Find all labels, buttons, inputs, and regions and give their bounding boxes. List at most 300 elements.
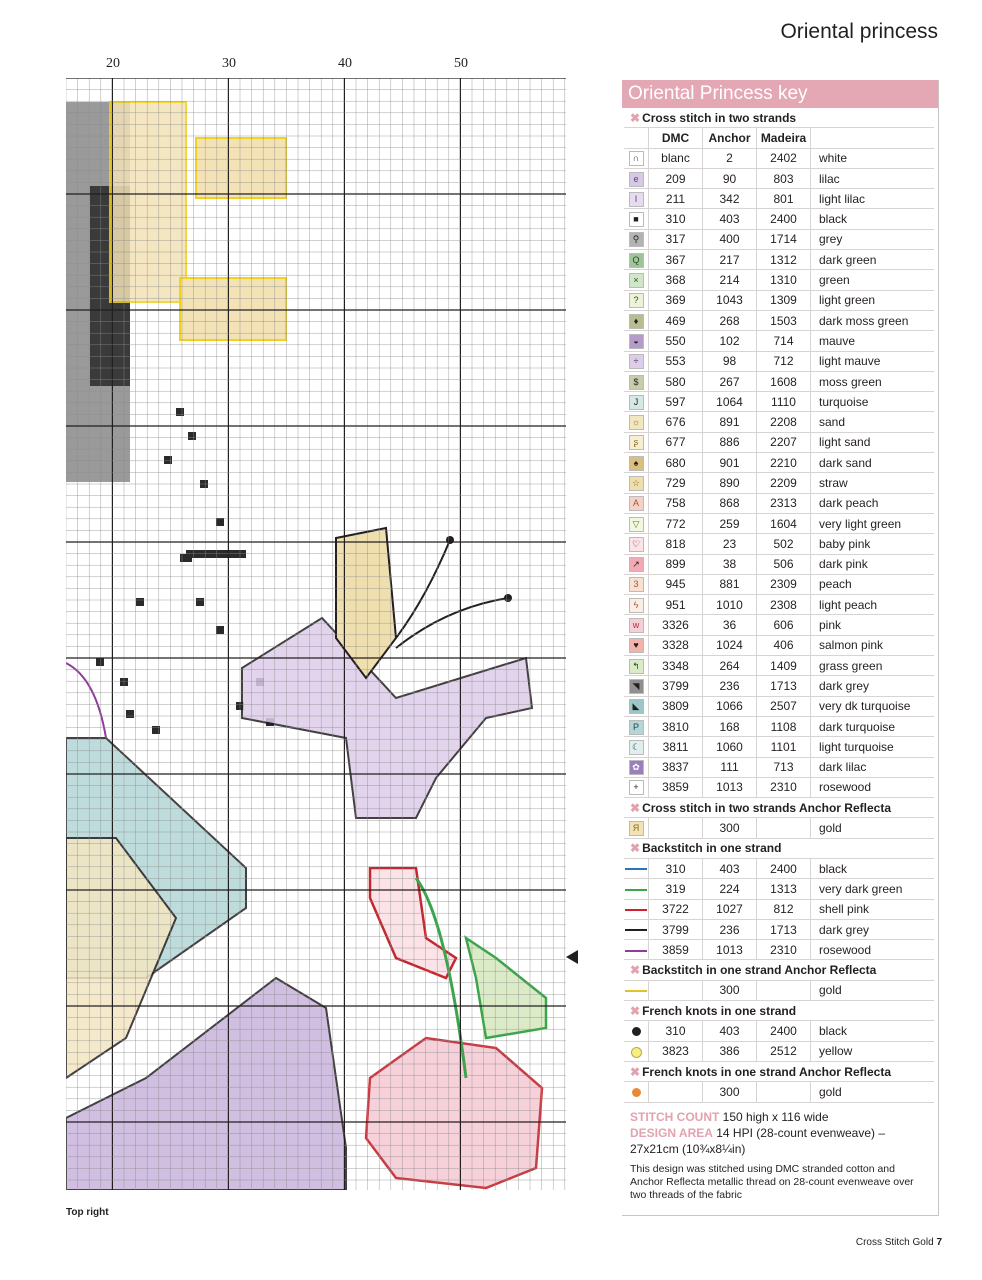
design-area-label: DESIGN AREA: [630, 1125, 713, 1140]
dmc-code: 319: [649, 879, 703, 899]
stitch-symbol-icon: 3: [629, 577, 644, 592]
colour-name: lilac: [811, 168, 935, 188]
stitch-symbol-icon: ↗: [629, 557, 644, 572]
key-row: [624, 1082, 934, 1102]
key-row: [624, 1041, 934, 1061]
key-row: [624, 858, 934, 878]
key-row: [624, 919, 934, 939]
stitch-symbol-icon: +: [629, 780, 644, 795]
key-row: [624, 899, 934, 919]
key-row: [624, 473, 934, 493]
colour-name: very dark green: [811, 879, 935, 899]
madeira-code: 2402: [757, 148, 811, 168]
colour-name: pink: [811, 615, 935, 635]
stitch-symbol-icon: ◥: [629, 679, 644, 694]
stitch-count: [630, 1109, 930, 1157]
stitch-symbol-icon: ϟ: [629, 598, 644, 613]
colour-name: gold: [811, 980, 935, 1000]
madeira-code: 1503: [757, 310, 811, 330]
axis-label-50: 50: [454, 56, 468, 71]
gold-motif: [180, 278, 286, 340]
dmc-code: 3859: [649, 777, 703, 797]
chart-motifs: [66, 102, 546, 1190]
colour-name: sand: [811, 412, 935, 432]
anchor-code: 224: [703, 879, 757, 899]
dmc-code: 3859: [649, 940, 703, 960]
anchor-code: 168: [703, 716, 757, 736]
anchor-code: 259: [703, 513, 757, 533]
x-mark-icon: ✖: [630, 110, 641, 125]
madeira-code: 1110: [757, 392, 811, 412]
key-row: [624, 757, 934, 777]
colour-name: peach: [811, 574, 935, 594]
colour-name: dark grey: [811, 919, 935, 939]
stitch-symbol-icon: P: [629, 720, 644, 735]
x-mark-icon: ✖: [630, 1003, 641, 1018]
key-row: [624, 554, 934, 574]
key-row: [624, 270, 934, 290]
madeira-code: 801: [757, 189, 811, 209]
colour-name: turquoise: [811, 392, 935, 412]
madeira-code: 1713: [757, 919, 811, 939]
anchor-code: 111: [703, 757, 757, 777]
stitch-symbol-icon: Я: [629, 821, 644, 836]
stitch-symbol-icon: w: [629, 618, 644, 633]
french-knot-icon: [632, 1027, 641, 1036]
colour-name: grey: [811, 229, 935, 249]
dmc-code: 951: [649, 595, 703, 615]
anchor-code: 1066: [703, 696, 757, 716]
colour-name: baby pink: [811, 534, 935, 554]
anchor-code: 403: [703, 1021, 757, 1041]
madeira-code: 2209: [757, 473, 811, 493]
dmc-code: 3809: [649, 696, 703, 716]
key-row: [624, 879, 934, 899]
colour-name: rosewood: [811, 940, 935, 960]
section-heading-text: Backstitch in one strand Anchor Reflecta: [642, 963, 877, 978]
key-row: [624, 574, 934, 594]
key-row: [624, 148, 934, 168]
madeira-code: 1313: [757, 879, 811, 899]
anchor-code: 1027: [703, 899, 757, 919]
french-knot-icon: [632, 1088, 641, 1097]
colour-name: moss green: [811, 371, 935, 391]
madeira-code: 2310: [757, 777, 811, 797]
section-heading-text: French knots in one strand Anchor Reflecta: [642, 1064, 891, 1079]
x-mark-icon: ✖: [630, 1064, 641, 1079]
anchor-code: 1060: [703, 737, 757, 757]
backstitch-line-icon: [625, 950, 647, 952]
anchor-code: 342: [703, 189, 757, 209]
colour-name: dark pink: [811, 554, 935, 574]
stitch-symbol-icon: Q: [629, 253, 644, 268]
stitch-symbol-icon: ✿: [629, 760, 644, 775]
madeira-code: 2400: [757, 1021, 811, 1041]
chart-axis-labels: [0, 56, 600, 76]
anchor-code: 98: [703, 351, 757, 371]
anchor-code: 23: [703, 534, 757, 554]
colour-name: shell pink: [811, 899, 935, 919]
dmc-code: 310: [649, 858, 703, 878]
madeira-code: 502: [757, 534, 811, 554]
dmc-code: 3811: [649, 737, 703, 757]
key-row: [624, 737, 934, 757]
colour-name: black: [811, 858, 935, 878]
colour-name: light turquoise: [811, 737, 935, 757]
key-row: [624, 534, 934, 554]
key-row: [624, 595, 934, 615]
anchor-code: 386: [703, 1041, 757, 1061]
x-mark-icon: ✖: [630, 841, 641, 856]
key-row: [624, 676, 934, 696]
key-section-heading: [624, 960, 934, 980]
dmc-code: 597: [649, 392, 703, 412]
madeira-code: 2400: [757, 858, 811, 878]
anchor-code: 403: [703, 858, 757, 878]
madeira-code: 1310: [757, 270, 811, 290]
anchor-code: 268: [703, 310, 757, 330]
madeira-code: 1309: [757, 290, 811, 310]
colour-name: salmon pink: [811, 635, 935, 655]
madeira-code: 2210: [757, 453, 811, 473]
anchor-code: 217: [703, 250, 757, 270]
anchor-code: 236: [703, 919, 757, 939]
anchor-code: 1043: [703, 290, 757, 310]
colour-name: dark lilac: [811, 757, 935, 777]
madeira-code: 1713: [757, 676, 811, 696]
stitch-symbol-icon: ☾: [629, 740, 644, 755]
anchor-code: 102: [703, 331, 757, 351]
dmc-code: [649, 1082, 703, 1102]
colour-name: light mauve: [811, 351, 935, 371]
key-row: [624, 635, 934, 655]
madeira-code: [757, 980, 811, 1000]
backstitch-line-icon: [625, 909, 647, 911]
key-table: [624, 108, 934, 1103]
chart-grid: [66, 78, 566, 1190]
key-row: [624, 331, 934, 351]
dmc-code: 676: [649, 412, 703, 432]
colour-name: very light green: [811, 513, 935, 533]
dmc-code: 368: [649, 270, 703, 290]
madeira-code: 712: [757, 351, 811, 371]
centre-arrow-icon: [566, 950, 578, 964]
stitch-symbol-icon: ♥: [629, 638, 644, 653]
column-header: Anchor: [703, 128, 757, 148]
madeira-code: 2308: [757, 595, 811, 615]
anchor-code: 901: [703, 453, 757, 473]
madeira-code: 406: [757, 635, 811, 655]
colour-name: dark green: [811, 250, 935, 270]
colour-name: mauve: [811, 331, 935, 351]
stitch-symbol-icon: ♦: [629, 314, 644, 329]
stitch-symbol-icon: ÷: [629, 354, 644, 369]
stitch-symbol-icon: ♡: [629, 537, 644, 552]
colour-name: dark peach: [811, 493, 935, 513]
key-title: Oriental Princess key: [622, 80, 938, 108]
madeira-code: 2309: [757, 574, 811, 594]
colour-name: grass green: [811, 656, 935, 676]
dmc-code: 680: [649, 453, 703, 473]
anchor-code: 236: [703, 676, 757, 696]
key-row: [624, 392, 934, 412]
madeira-code: 2507: [757, 696, 811, 716]
stitch-count-label: STITCH COUNT: [630, 1109, 720, 1124]
colour-name: dark sand: [811, 453, 935, 473]
key-section-heading: [624, 1001, 934, 1021]
dmc-code: [649, 980, 703, 1000]
footer-page-number: 7: [936, 1237, 942, 1248]
madeira-code: 2310: [757, 940, 811, 960]
dmc-code: 3837: [649, 757, 703, 777]
dmc-code: 553: [649, 351, 703, 371]
colour-name: black: [811, 1021, 935, 1041]
stitch-symbol-icon: ☼: [629, 415, 644, 430]
madeira-code: 1608: [757, 371, 811, 391]
section-heading-text: Cross stitch in two strands: [642, 110, 797, 125]
anchor-code: 890: [703, 473, 757, 493]
anchor-code: 1013: [703, 940, 757, 960]
backstitch-line-icon: [625, 990, 647, 992]
key-row: [624, 168, 934, 188]
axis-label-20: 20: [106, 56, 120, 71]
leaf-motif: [466, 938, 546, 1038]
stitch-symbol-icon: J: [629, 395, 644, 410]
anchor-code: 267: [703, 371, 757, 391]
dmc-code: 772: [649, 513, 703, 533]
stitch-symbol-icon: I: [629, 192, 644, 207]
anchor-code: 300: [703, 1082, 757, 1102]
madeira-code: 1101: [757, 737, 811, 757]
madeira-code: 812: [757, 899, 811, 919]
colour-name: dark turquoise: [811, 716, 935, 736]
key-row: [624, 290, 934, 310]
anchor-code: 1013: [703, 777, 757, 797]
madeira-code: 714: [757, 331, 811, 351]
madeira-code: 803: [757, 168, 811, 188]
colour-name: dark grey: [811, 676, 935, 696]
anchor-code: 881: [703, 574, 757, 594]
madeira-code: 713: [757, 757, 811, 777]
column-header: DMC: [649, 128, 703, 148]
anchor-code: 300: [703, 818, 757, 838]
key-row: [624, 351, 934, 371]
dmc-code: 310: [649, 209, 703, 229]
stitch-symbol-icon: ♠: [629, 456, 644, 471]
key-row: [624, 696, 934, 716]
key-row: [624, 493, 934, 513]
key-row: [624, 656, 934, 676]
section-heading-text: French knots in one strand: [642, 1003, 797, 1018]
anchor-code: 2: [703, 148, 757, 168]
stitch-symbol-icon: ʂ: [629, 435, 644, 450]
key-row: [624, 818, 934, 838]
dmc-code: [649, 818, 703, 838]
colour-name: gold: [811, 1082, 935, 1102]
key-row: [624, 371, 934, 391]
key-row: [624, 229, 934, 249]
key-row: [624, 777, 934, 797]
madeira-code: 2400: [757, 209, 811, 229]
backstitch-line-icon: [625, 929, 647, 931]
backstitch-line-icon: [625, 889, 647, 891]
key-row: [624, 209, 934, 229]
colour-name: dark moss green: [811, 310, 935, 330]
anchor-code: 1010: [703, 595, 757, 615]
madeira-code: 606: [757, 615, 811, 635]
dmc-code: 367: [649, 250, 703, 270]
footer-magazine: Cross Stitch Gold: [855, 1237, 934, 1248]
colour-name: light sand: [811, 432, 935, 452]
madeira-code: 506: [757, 554, 811, 574]
dmc-code: 3799: [649, 676, 703, 696]
anchor-code: 38: [703, 554, 757, 574]
dmc-code: 550: [649, 331, 703, 351]
dmc-code: blanc: [649, 148, 703, 168]
key-section-heading: [624, 1061, 934, 1081]
dmc-code: 677: [649, 432, 703, 452]
dmc-code: 3823: [649, 1041, 703, 1061]
dmc-code: 580: [649, 371, 703, 391]
stitch-symbol-icon: ▽: [629, 517, 644, 532]
key-row: [624, 412, 934, 432]
anchor-code: 891: [703, 412, 757, 432]
madeira-code: 2313: [757, 493, 811, 513]
stitch-symbol-icon: ↰: [629, 659, 644, 674]
page-title: Oriental princess: [780, 20, 938, 43]
gold-motif: [110, 102, 186, 302]
colour-name: light green: [811, 290, 935, 310]
key-row: [624, 189, 934, 209]
key-row: [624, 453, 934, 473]
key-note: This design was stitched using DMC stranded cotton and Anchor Reflecta metallic thread on 28-count evenweave over two threads of the fabric: [630, 1162, 914, 1201]
madeira-code: 1604: [757, 513, 811, 533]
key-row: [624, 250, 934, 270]
anchor-code: 886: [703, 432, 757, 452]
madeira-code: 2208: [757, 412, 811, 432]
flower-motif: [366, 1038, 542, 1188]
section-heading-text: Cross stitch in two strands Anchor Reflecta: [642, 800, 891, 815]
key-row: [624, 980, 934, 1000]
stitch-symbol-icon: ⚲: [629, 232, 644, 247]
key-row: [624, 432, 934, 452]
key-section-heading: [624, 838, 934, 858]
gold-motif: [196, 138, 286, 198]
colour-name: rosewood: [811, 777, 935, 797]
stitch-symbol-icon: $: [629, 375, 644, 390]
antenna-tip: [446, 536, 454, 544]
key-panel: [622, 80, 939, 1216]
design-area-value: 14 HPI (28-count evenweave) – 27x21cm (10¾x8¼in): [630, 1125, 886, 1156]
colour-name: straw: [811, 473, 935, 493]
colour-name: light peach: [811, 595, 935, 615]
anchor-code: 868: [703, 493, 757, 513]
stitch-symbol-icon: ■: [629, 212, 644, 227]
madeira-code: [757, 818, 811, 838]
dmc-code: 3722: [649, 899, 703, 919]
stitch-symbol-icon: ☆: [629, 476, 644, 491]
key-row: [624, 615, 934, 635]
dmc-code: 818: [649, 534, 703, 554]
dmc-code: 209: [649, 168, 703, 188]
stitch-symbol-icon: ◣: [629, 699, 644, 714]
dmc-code: 469: [649, 310, 703, 330]
page-footer: [856, 1237, 942, 1248]
axis-label-40: 40: [338, 56, 352, 71]
anchor-code: 90: [703, 168, 757, 188]
rosewood-curve: [66, 663, 106, 738]
dmc-code: 945: [649, 574, 703, 594]
dmc-code: 729: [649, 473, 703, 493]
anchor-code: 400: [703, 229, 757, 249]
antenna-tip: [504, 594, 512, 602]
colour-name: gold: [811, 818, 935, 838]
colour-name: green: [811, 270, 935, 290]
dmc-code: 3348: [649, 656, 703, 676]
key-row: [624, 940, 934, 960]
madeira-code: [757, 1082, 811, 1102]
colour-name: very dk turquoise: [811, 696, 935, 716]
stitch-symbol-icon: ?: [629, 293, 644, 308]
stitch-symbol-icon: e: [629, 172, 644, 187]
key-row: [624, 1021, 934, 1041]
chart-caption: Top right: [66, 1207, 109, 1218]
key-row: [624, 310, 934, 330]
stitch-symbol-icon: ◒: [629, 334, 644, 349]
x-mark-icon: ✖: [630, 963, 641, 978]
french-knot-icon: [631, 1047, 642, 1058]
dmc-code: 3799: [649, 919, 703, 939]
colour-name: light lilac: [811, 189, 935, 209]
madeira-code: 2207: [757, 432, 811, 452]
colour-name: black: [811, 209, 935, 229]
column-header: Madeira: [757, 128, 811, 148]
x-mark-icon: ✖: [630, 800, 641, 815]
dmc-code: 211: [649, 189, 703, 209]
key-row: [624, 716, 934, 736]
dmc-code: 310: [649, 1021, 703, 1041]
madeira-code: 1108: [757, 716, 811, 736]
stitch-symbol-icon: ×: [629, 273, 644, 288]
stitch-symbol-icon: ∩: [629, 151, 644, 166]
backstitch-line-icon: [625, 868, 647, 870]
anchor-code: 36: [703, 615, 757, 635]
anchor-code: 403: [703, 209, 757, 229]
madeira-code: 2512: [757, 1041, 811, 1061]
key-column-headers: [624, 128, 934, 148]
cross-stitch-chart: [66, 78, 566, 1190]
dmc-code: 317: [649, 229, 703, 249]
key-section-heading: [624, 108, 934, 128]
section-heading-text: Backstitch in one strand: [642, 841, 782, 856]
dmc-code: 899: [649, 554, 703, 574]
dmc-code: 3810: [649, 716, 703, 736]
anchor-code: 300: [703, 980, 757, 1000]
madeira-code: 1409: [757, 656, 811, 676]
anchor-code: 264: [703, 656, 757, 676]
anchor-code: 214: [703, 270, 757, 290]
madeira-code: 1312: [757, 250, 811, 270]
axis-label-30: 30: [222, 56, 236, 71]
dmc-code: 758: [649, 493, 703, 513]
stitch-symbol-icon: A: [629, 496, 644, 511]
madeira-code: 1714: [757, 229, 811, 249]
colour-name: yellow: [811, 1041, 935, 1061]
colour-name: white: [811, 148, 935, 168]
dmc-code: 3326: [649, 615, 703, 635]
key-row: [624, 513, 934, 533]
dmc-code: 3328: [649, 635, 703, 655]
